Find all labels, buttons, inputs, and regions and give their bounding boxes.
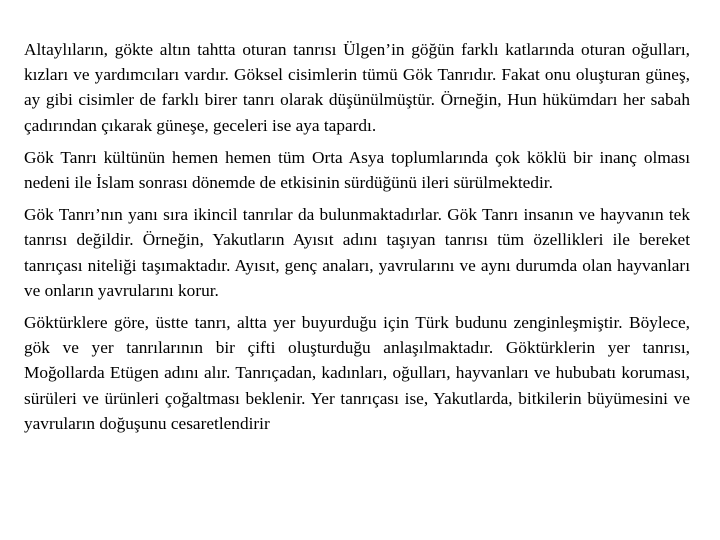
paragraph-ikincil-tanrilar: Gök Tanrı’nın yanı sıra ikincil tanrılar da bulunmaktadırlar. Gök Tanrı insanın ve hayvanın tek tanrısı değildir. Örneğin, Yakutların Ayısıt adını taşıyan tanrısı tüm özellikleri ile bereket tanrıçası niteliği taşımaktadır. Ayısıt, genç anaları, yavrularını ve aynı durumda olan hayvanları ve onların yavrularını korur. bbox=[24, 205, 690, 300]
paragraph-gokturkler-yer-tanrisi: Göktürklere göre, üstte tanrı, altta yer buyurduğu için Türk budunu zenginleşmiştir. Böylece, gök ve yer tanrılarının bir çifti oluşturduğu anlaşılmaktadır. Göktürklerin yer tanrısı, Moğollarda Etügen adını alır. Tanrıçadan, kadınları, oğulları, hayvanları ve hububatı koruması, sürüleri ve ürünleri çoğaltması beklenir. Yer tanrıçası ise, Yakutlarda, bitkilerin büyümesini ve yavruların doğuşunu cesaretlendirir bbox=[24, 313, 690, 433]
document-body bbox=[24, 37, 690, 443]
paragraph-gok-tanri-kultu: Gök Tanrı kültünün hemen hemen tüm Orta Asya toplumlarında çok köklü bir inanç olması nedeni ile İslam sonrası dönemde de etkisinin sürdüğünü ileri sürülmektedir. bbox=[24, 147, 690, 193]
paragraph-altay-ulgen: Altaylıların, gökte altın tahtta oturan tanrısı Ülgen’in göğün farklı katlarında oturan oğulları, kızları ve yardımcıları vardır. Göksel cisimlerin tümü Gök Tanrıdır. Fakat onu oluşturan güneş, ay gibi cisimler de farklı birer tanrı olarak düşünülmüştür. Örneğin, Hun hükümdarı her sabah çadırından çıkarak güneşe, geceleri ise aya tapardı. bbox=[24, 40, 690, 135]
